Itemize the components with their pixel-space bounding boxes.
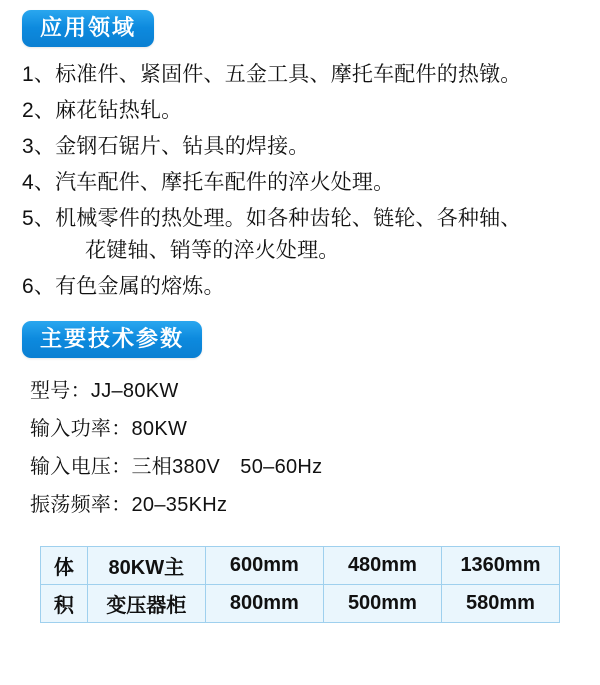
param-oscillation-frequency: 振荡频率：20–35KHz	[30, 493, 228, 516]
list-item	[22, 95, 586, 127]
list-item-text	[55, 271, 586, 303]
row-value: 800mm	[205, 584, 323, 622]
dimension-table	[40, 546, 560, 623]
row-name: 变压器柜	[87, 584, 205, 622]
list-item-continuation: 花键轴、销等的淬火处理。	[85, 238, 340, 262]
list-item-line: 有色金属的熔炼。	[55, 274, 225, 298]
param-model: 型号：JJ–80KW	[30, 379, 179, 402]
list-item-number: 6、	[22, 274, 56, 298]
row-value: 580mm	[441, 584, 559, 622]
row-value: 600mm	[205, 546, 323, 584]
list-item-number: 2、	[22, 99, 56, 123]
list-item-text	[55, 131, 586, 163]
list-item	[22, 203, 586, 267]
list-item-text	[55, 203, 586, 267]
row-name: 80KW主	[87, 546, 205, 584]
section-heading-parameters: 主要技术参数	[22, 321, 202, 358]
list-item-number: 4、	[22, 170, 56, 194]
table-row	[41, 546, 560, 584]
list-item-text	[55, 59, 586, 91]
list-item-line: 金钢石锯片、钻具的焊接。	[55, 135, 310, 158]
table-row	[41, 584, 560, 622]
dimension-table-wrap	[0, 524, 600, 623]
parameters-heading-wrap	[0, 307, 600, 358]
list-item-line: 麻花钻热轧。	[55, 99, 183, 123]
list-item-number: 1、	[22, 63, 56, 87]
list-item	[22, 131, 586, 163]
list-item-line: 机械零件的热处理。如各种齿轮、链轮、各种轴、	[55, 206, 522, 230]
section-heading-application: 应用领域	[22, 10, 154, 47]
list-item	[22, 271, 586, 303]
list-item-number: 5、	[22, 206, 56, 230]
row-value: 500mm	[323, 584, 441, 622]
row-label: 积	[41, 584, 88, 622]
param-input-power: 输入功率：80KW	[30, 417, 188, 440]
row-value: 480mm	[323, 546, 441, 584]
param-input-voltage: 输入电压：三相380V 50–60Hz	[30, 455, 323, 478]
list-item-number: 3、	[22, 135, 56, 158]
list-item-text	[55, 167, 586, 199]
list-item-line: 汽车配件、摩托车配件的淬火处理。	[55, 170, 395, 194]
parameters-list	[0, 358, 600, 524]
application-heading-wrap	[0, 0, 600, 47]
row-label: 体	[41, 546, 88, 584]
list-item-line: 标准件、紧固件、五金工具、摩托车配件的热镦。	[55, 63, 522, 87]
list-item-text	[55, 95, 586, 127]
list-item	[22, 167, 586, 199]
list-item	[22, 59, 586, 91]
row-value: 1360mm	[441, 546, 559, 584]
application-list	[0, 59, 600, 302]
